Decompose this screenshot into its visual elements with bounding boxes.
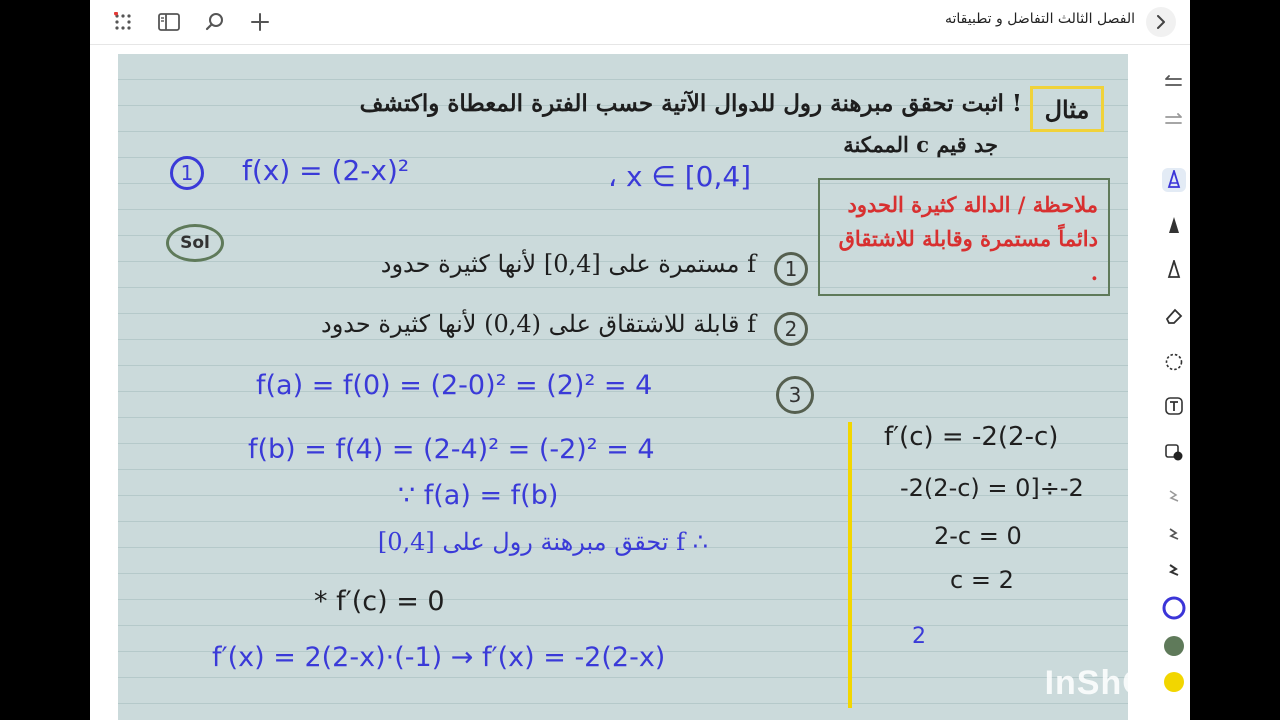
chevron-right-icon[interactable]: [1146, 7, 1176, 37]
squiggle-2-icon[interactable]: [1162, 522, 1186, 546]
color-swatch-yellow[interactable]: [1162, 670, 1186, 694]
step-2-badge: [774, 312, 808, 346]
eraser-icon[interactable]: [1162, 304, 1186, 328]
right-step-2: -2(2-c) = 0]÷-2: [900, 474, 1084, 502]
search-icon[interactable]: [200, 7, 230, 37]
note-canvas[interactable]: [118, 54, 1128, 720]
vertical-divider: [848, 422, 852, 708]
color-swatch-green[interactable]: [1162, 634, 1186, 658]
function-definition: f(x) = (2-x)²: [242, 154, 410, 187]
step-1-text: f مستمرة على [0,4] لأنها كثيرة حدود: [380, 250, 756, 278]
sol-label: Sol: [180, 233, 210, 253]
undo-icon[interactable]: [1162, 70, 1186, 94]
problem-number-badge: [170, 156, 204, 190]
pen-icon[interactable]: [1162, 168, 1186, 192]
squiggle-3-icon[interactable]: [1162, 558, 1186, 582]
pencil-icon[interactable]: [1162, 214, 1186, 238]
squiggle-1-icon[interactable]: [1162, 484, 1186, 508]
star-equation: * f′(c) = 0: [314, 586, 445, 617]
fa-equation: f(a) = f(0) = (2-0)² = (2)² = 4: [256, 370, 653, 401]
fb-equation: f(b) = f(4) = (2-4)² = (-2)² = 4: [248, 434, 655, 465]
conclusion-text: ∴ f تحقق مبرهنة رول على [0,4]: [377, 528, 708, 556]
step-2-number: 2: [784, 317, 798, 341]
remark-text: ملاحظة / الدالة كثيرة الحدود دائماً مستمرة وقابلة للاشتقاق .: [838, 192, 1098, 285]
step-3-number: 3: [788, 383, 802, 407]
text-icon[interactable]: [1162, 394, 1186, 418]
heading-line-1: ! اثبت تحقق مبرهنة رول للدوال الآتية حسب الفترة المعطاة واكتشف: [359, 90, 1022, 117]
step-1-number: 1: [784, 257, 798, 281]
step-3-badge: [776, 376, 814, 414]
problem-number: 1: [180, 161, 194, 185]
note-app: [90, 0, 1190, 720]
right-step-1: f′(c) = -2(2-c): [884, 422, 1059, 452]
sol-badge: [166, 224, 224, 262]
right-step-3: 2-c = 0: [934, 522, 1022, 550]
document-title: الفصل الثالث التفاضل و تطبيقاته: [945, 11, 1135, 27]
lasso-icon[interactable]: [1162, 350, 1186, 374]
apps-grid-icon[interactable]: [108, 7, 138, 37]
example-label-box: [1030, 86, 1104, 132]
derivative-equation: f′(x) = 2(2-x)·(-1) → f′(x) = -2(2-x): [212, 642, 666, 673]
plus-icon[interactable]: [245, 7, 275, 37]
highlighter-icon[interactable]: [1162, 258, 1186, 282]
top-bar: [90, 0, 1190, 45]
right-step-5: 2: [912, 624, 926, 649]
interval-definition: ، x ∈ [0,4]: [608, 160, 752, 193]
drawing-toolbar: [1158, 58, 1190, 720]
redo-icon[interactable]: [1162, 108, 1186, 132]
equality-statement: ∵ f(a) = f(b): [398, 480, 559, 511]
step-1-badge: [774, 252, 808, 286]
sidebar-icon[interactable]: [154, 7, 184, 37]
remark-box: [818, 178, 1110, 296]
example-label: مثال: [1044, 94, 1090, 124]
step-2-text: f قابلة للاشتقاق على (0,4) لأنها كثيرة حدود: [321, 310, 756, 338]
watermark: InShOt: [1044, 664, 1162, 702]
color-swatch-blue[interactable]: [1162, 596, 1186, 620]
right-step-4: c = 2: [950, 566, 1014, 594]
heading-line-2: جد قيم c الممكنة: [843, 132, 998, 157]
shape-icon[interactable]: [1162, 440, 1186, 464]
